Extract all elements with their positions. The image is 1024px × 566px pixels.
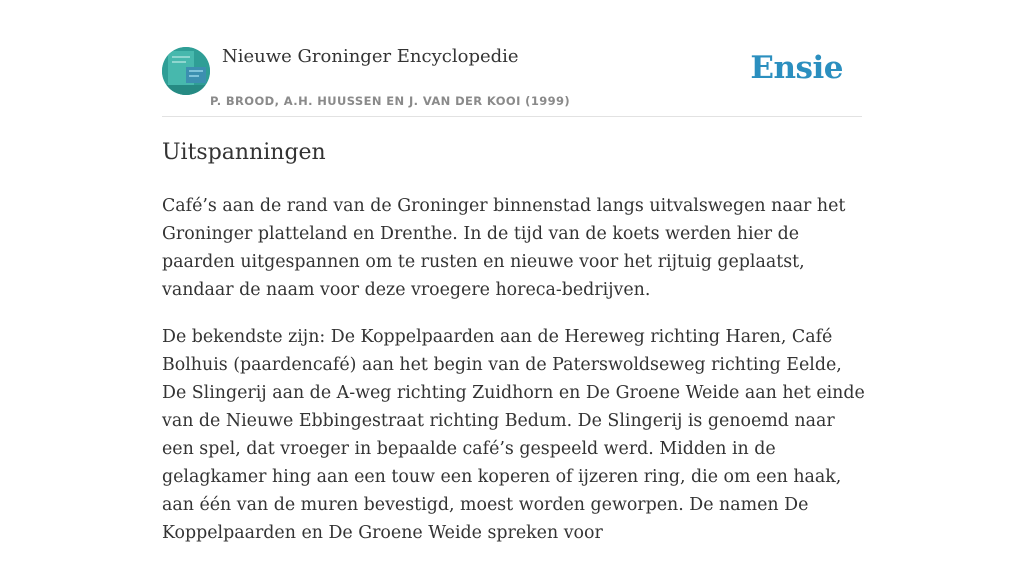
article-paragraph: Café’s aan de rand van de Groninger binnenstad langs uitvalswegen naar het Groninger platteland en Drenthe. In de tijd van de koets werden hier de paarden uitgespannen om te rusten en nieuwe voor het rijtuig geplaatst, vandaar de naam voor deze vroegere horeca-bedrijven. [162, 196, 846, 300]
book-cover-icon[interactable] [162, 47, 210, 95]
article-title: Uitspanningen [162, 140, 326, 165]
article-paragraph: De bekendste zijn: De Koppelpaarden aan de Hereweg richting Haren, Café Bolhuis (paardencafé) aan het begin van de Paterswoldseweg richting Eelde, De Slingerij aan de A-weg richting Zuidhorn en De Groene Weide aan het einde van de Nieuwe Ebbingestraat richting Bedum. De Slingerij is genoemd naar een spel, dat vroeger in bepaalde café’s gespeeld werd. Midden in de gelagkamer hing aan een touw een koperen of ijzeren ring, die om een haak, aan één van de muren bevestigd, moest worden geworpen. De namen De Koppelpaarden en De Groene Weide spreken voor [162, 327, 865, 543]
header [162, 0, 862, 117]
book-title[interactable]: Nieuwe Groninger Encyclopedie [222, 46, 519, 67]
book-cover-graphic [162, 47, 210, 95]
book-authors: P. BROOD, A.H. HUUSSEN EN J. VAN DER KOOI (1999) [210, 94, 571, 108]
page [162, 0, 865, 543]
article-body [162, 192, 868, 566]
ensie-logo[interactable]: Ensie [750, 50, 843, 86]
